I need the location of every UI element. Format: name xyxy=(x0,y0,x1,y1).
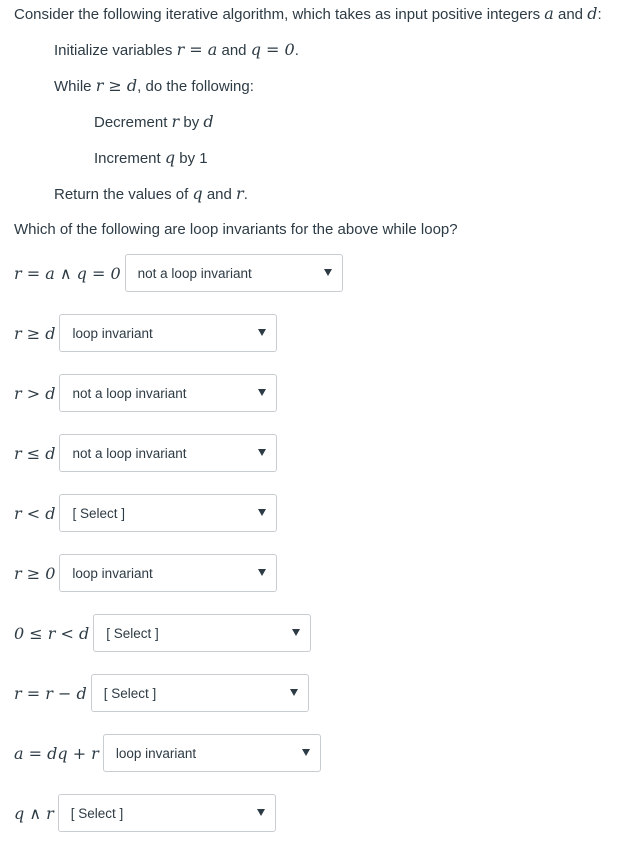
intro-var-d: d xyxy=(587,4,598,23)
invariant-select[interactable] xyxy=(58,794,276,832)
invariant-expression: 0 ≤ r < d xyxy=(14,623,90,643)
algo-dec-prefix: Decrement xyxy=(94,114,168,131)
invariant-row xyxy=(14,374,277,412)
intro-line xyxy=(14,4,602,25)
algo-ret-var2: r xyxy=(236,184,244,203)
triangle-down-icon xyxy=(302,749,310,756)
invariant-row xyxy=(14,554,277,592)
invariant-select[interactable] xyxy=(59,494,277,532)
select-value: not a loop invariant xyxy=(137,265,252,281)
algo-init-prefix: Initialize variables xyxy=(54,42,173,59)
select-value: [ Select ] xyxy=(103,685,157,701)
triangle-down-icon xyxy=(292,629,300,636)
invariant-expression: r ≥ d xyxy=(14,323,56,343)
triangle-down-icon xyxy=(257,809,265,816)
algo-init-math2: q = 0 xyxy=(250,40,295,59)
algo-decrement-line xyxy=(94,112,214,133)
select-value: loop invariant xyxy=(115,745,197,761)
triangle-down-icon xyxy=(324,269,332,276)
algo-init-period: . xyxy=(294,42,299,59)
question-text: Which of the following are loop invariants for the above while loop? xyxy=(14,221,458,238)
algo-init-and: and xyxy=(221,42,247,59)
algo-while-prefix: While xyxy=(54,78,92,95)
triangle-down-icon xyxy=(258,509,266,516)
algo-dec-amount: d xyxy=(203,112,214,131)
invariant-select[interactable] xyxy=(125,254,343,292)
invariant-expression: r = r − d xyxy=(14,683,87,703)
invariant-expression: a = dq + r xyxy=(14,743,99,763)
invariant-select[interactable] xyxy=(59,554,277,592)
algo-ret-period: . xyxy=(243,186,248,203)
select-value: loop invariant xyxy=(72,325,153,341)
triangle-down-icon xyxy=(290,689,298,696)
intro-colon: : xyxy=(597,6,602,23)
invariant-row xyxy=(14,434,277,472)
algo-init-line xyxy=(54,40,299,61)
algo-inc-suffix: by 1 xyxy=(179,150,208,167)
select-value: not a loop invariant xyxy=(72,445,187,461)
algo-inc-var: q xyxy=(164,148,176,167)
algo-increment-line xyxy=(94,148,208,169)
invariant-expression: r = a ∧ q = 0 xyxy=(14,263,121,283)
algo-while-suffix: , do the following: xyxy=(137,78,254,95)
algo-dec-by: by xyxy=(183,114,200,131)
invariant-row xyxy=(14,494,277,532)
invariant-row xyxy=(14,674,309,712)
invariant-expression: r ≤ d xyxy=(14,443,56,463)
invariant-row xyxy=(14,794,276,832)
invariant-select[interactable] xyxy=(59,374,277,412)
triangle-down-icon xyxy=(258,569,266,576)
invariant-select[interactable] xyxy=(59,434,277,472)
invariant-select[interactable] xyxy=(91,674,309,712)
invariant-select[interactable] xyxy=(103,734,321,772)
invariant-expression: r ≥ 0 xyxy=(14,563,56,583)
intro-and: and xyxy=(558,6,584,23)
select-value: not a loop invariant xyxy=(72,385,187,401)
invariant-expression: r < d xyxy=(14,503,56,523)
triangle-down-icon xyxy=(258,389,266,396)
invariant-select[interactable] xyxy=(93,614,311,652)
select-value: [ Select ] xyxy=(106,625,159,641)
algo-ret-prefix: Return the values of xyxy=(54,186,189,203)
invariant-row xyxy=(14,734,321,772)
intro-text: Consider the following iterative algorithm, which takes as input positive integers xyxy=(14,6,541,23)
invariant-expression: r > d xyxy=(14,383,56,403)
algo-while-line xyxy=(54,76,254,97)
invariant-row xyxy=(14,254,343,292)
algo-inc-prefix: Increment xyxy=(94,150,161,167)
intro-var-a: a xyxy=(544,4,554,23)
algo-dec-var: r xyxy=(171,112,180,131)
invariant-row xyxy=(14,314,277,352)
invariant-row xyxy=(14,614,311,652)
algo-while-math: r ≥ d xyxy=(95,76,138,95)
select-value: [ Select ] xyxy=(70,805,124,821)
select-value: loop invariant xyxy=(72,565,153,581)
algo-init-math1: r = a xyxy=(176,40,218,59)
algo-return-line xyxy=(54,184,248,205)
algo-ret-var1: q xyxy=(192,184,203,203)
triangle-down-icon xyxy=(258,449,266,456)
invariant-select[interactable] xyxy=(59,314,277,352)
select-value: [ Select ] xyxy=(72,505,125,521)
triangle-down-icon xyxy=(258,329,266,336)
invariant-expression: q ∧ r xyxy=(14,803,54,823)
algo-ret-and: and xyxy=(206,186,232,203)
